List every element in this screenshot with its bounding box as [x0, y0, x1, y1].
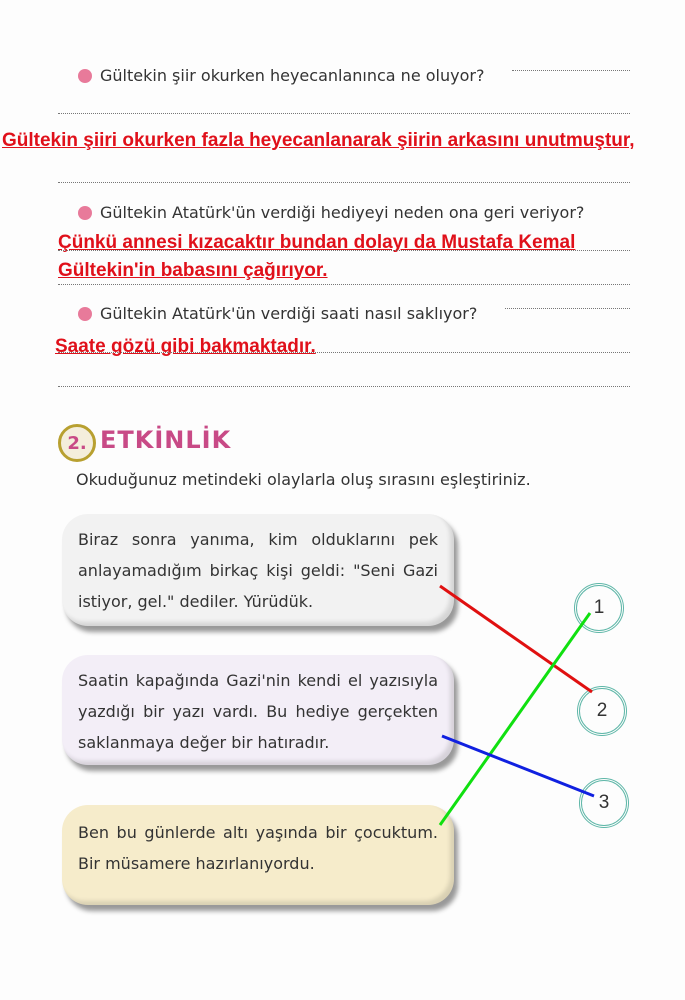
match-line-red	[440, 586, 592, 692]
event-box-1: Biraz sonra yanıma, kim olduklarını pek anlayamadığım birkaç kişi geldi: "Seni Gazi istiyor, gel." dediler. Yürüdük.	[62, 514, 454, 626]
event-box-2: Saatin kapağında Gazi'nin kendi el yazısıyla yazdığı bir yazı vardı. Bu hediye gerçekten saklanmaya değer bir hatıradır.	[62, 655, 454, 765]
match-line-blue	[442, 736, 594, 796]
handwritten-answer: Gültekin şiiri okurken fazla heyecanlanarak şiirin arkasını unutmuştur,	[2, 130, 635, 151]
order-circle-2[interactable]: 2	[577, 686, 627, 736]
handwritten-answer: Saate gözü gibi bakmaktadır.	[55, 336, 316, 357]
order-circle-1[interactable]: 1	[574, 583, 624, 633]
handwritten-answer: Gültekin'in babasını çağırıyor.	[58, 260, 328, 281]
activity-number-badge: 2.	[58, 424, 96, 462]
handwritten-answer: Çünkü annesi kızacaktır bundan dolayı da Mustafa Kemal	[58, 232, 576, 253]
match-line-green	[440, 613, 590, 825]
question-text: Gültekin Atatürk'ün verdiği hediyeyi neden ona geri veriyor?	[100, 203, 585, 222]
event-box-3: Ben bu günlerde altı yaşında bir çocuktum. Bir müsamere hazırlanıyordu.	[62, 805, 454, 905]
activity-instruction: Okuduğunuz metindeki olaylarla oluş sırasını eşleştiriniz.	[76, 470, 531, 489]
activity-title: ETKİNLİK	[100, 426, 232, 454]
question-text: Gültekin Atatürk'ün verdiği saati nasıl saklıyor?	[100, 304, 478, 323]
order-circle-3[interactable]: 3	[579, 778, 629, 828]
question-text: Gültekin şiir okurken heyecanlanınca ne oluyor?	[100, 66, 485, 85]
